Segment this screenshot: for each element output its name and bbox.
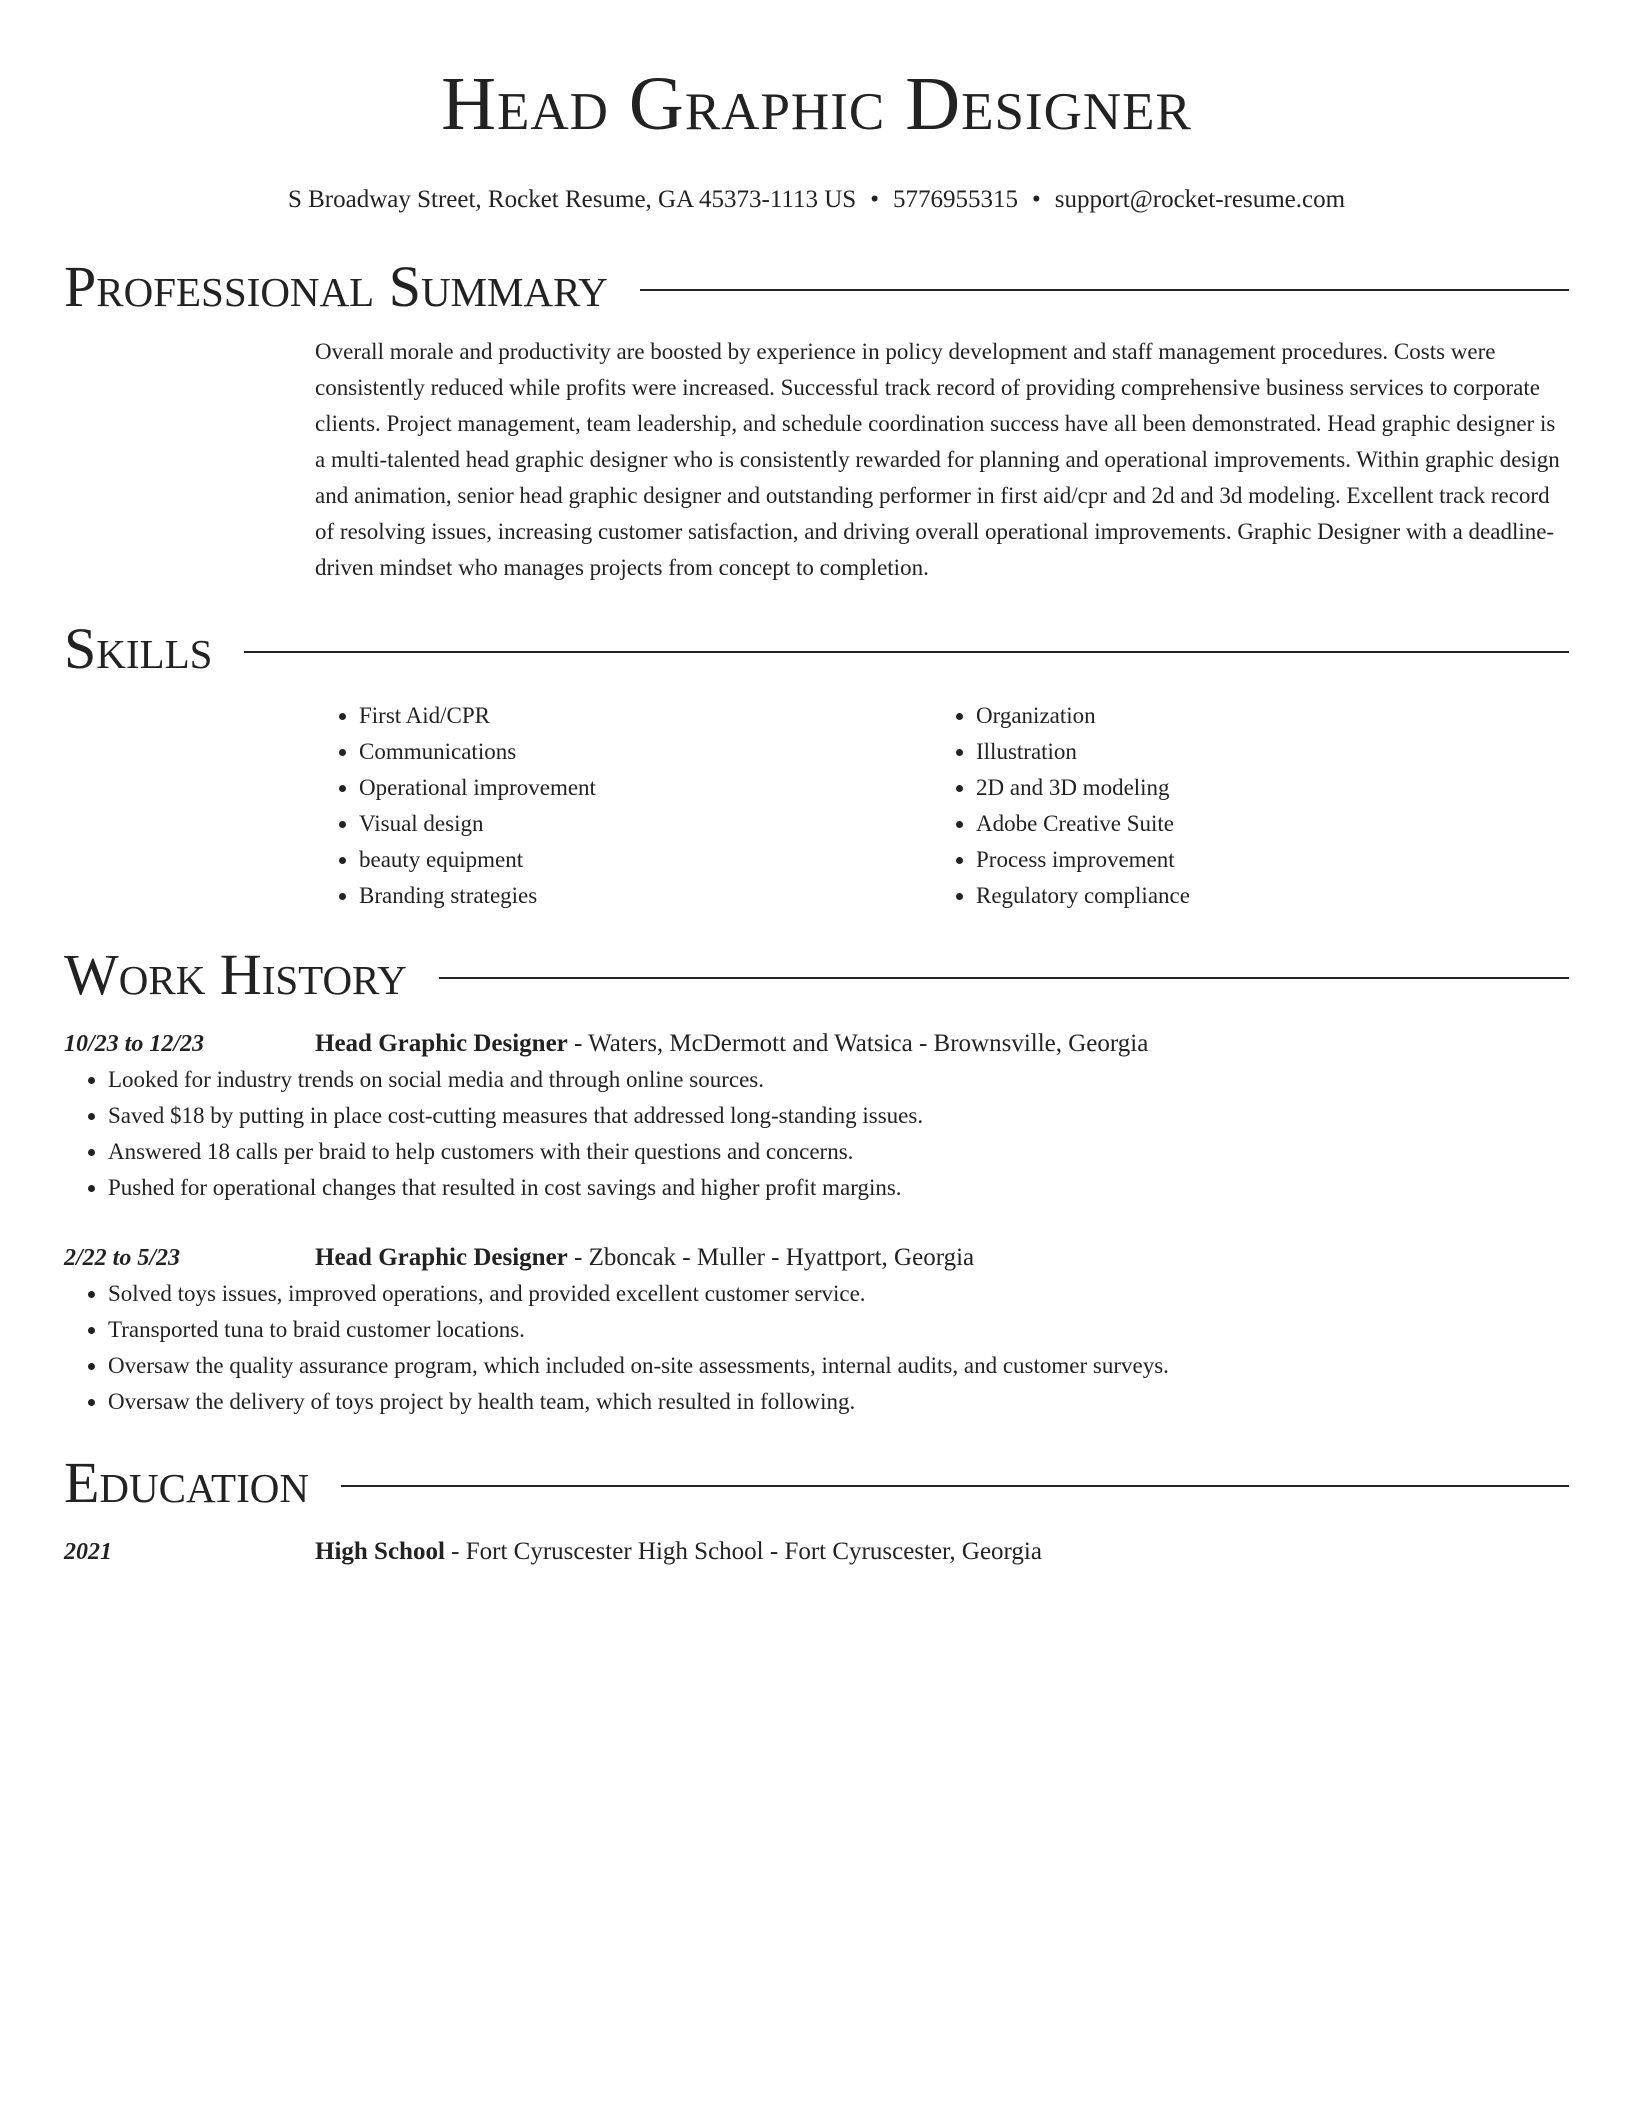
skill-item: • Adobe Creative Suite: [976, 806, 1549, 842]
job-entry: [64, 1240, 1569, 1420]
job-details: - Zboncak - Muller - Hyattport, Georgia: [567, 1244, 975, 1271]
job-bullet: • Pushed for operational changes that resulted in cost savings and higher profit margins.: [108, 1170, 1569, 1206]
education-section-title: Education: [64, 1450, 309, 1515]
section-divider: [244, 651, 1569, 653]
skill-item: • beauty equipment: [359, 842, 932, 878]
work-history-section-header: [64, 940, 1569, 1010]
contact-separator: •: [1031, 186, 1041, 213]
contact-line: [64, 184, 1569, 216]
skill-item: • Process improvement: [976, 842, 1549, 878]
job-bullet: • Saved $18 by putting in place cost-cutting measures that addressed long-standing issues.: [108, 1098, 1569, 1134]
summary-text: Overall morale and productivity are boosted by experience in policy development and staff management procedures. Costs were consistently reduced while profits were increased. Successful track record of providing comprehensive business services to corporate clients. Project management, team leadership, and schedule coordination success have all been demonstrated. Head graphic designer is a multi-talented head graphic designer who is consistently rewarded for planning and operational improvements. Within graphic design and animation, senior head graphic designer and outstanding performer in first aid/cpr and 2d and 3d modeling. Excellent track record of resolving issues, increasing customer satisfaction, and driving overall operational improvements. Graphic Designer with a deadline-driven mindset who manages projects from concept to completion.: [315, 339, 1560, 580]
job-header: [64, 1240, 1569, 1276]
job-dates: 2/22 to 5/23: [64, 1245, 181, 1271]
job-bullet-list: [64, 1062, 1569, 1206]
education-year: 2021: [64, 1539, 112, 1565]
skill-item: • Organization: [976, 698, 1549, 734]
skills-section-title: Skills: [64, 616, 213, 681]
education-degree: High School: [315, 1538, 445, 1565]
job-role: Head Graphic Designer: [315, 1244, 568, 1271]
job-details: - Waters, McDermott and Watsica - Brownsville, Georgia: [567, 1030, 1149, 1057]
education-section-header: [64, 1448, 1569, 1518]
job-bullet: • Looked for industry trends on social media and through online sources.: [108, 1062, 1569, 1098]
contact-phone: 5776955315: [892, 186, 1018, 213]
skills-grid: [315, 698, 1569, 914]
job-dates: 10/23 to 12/23: [64, 1031, 205, 1057]
job-header: [64, 1026, 1569, 1062]
contact-separator: •: [870, 186, 879, 213]
education-entry: [64, 1534, 1569, 1570]
section-divider: [439, 977, 1569, 979]
skills-list-left: [315, 698, 932, 914]
job-title-line: [315, 1026, 1148, 1062]
skill-item: • Illustration: [976, 734, 1549, 770]
job-title-line: [315, 1240, 974, 1276]
contact-email: support@rocket-resume.com: [1054, 186, 1346, 213]
skills-column-right: [932, 698, 1549, 914]
job-bullet: • Oversaw the delivery of toys project by health team, which resulted in following.: [108, 1384, 1569, 1420]
skills-list-right: [932, 698, 1549, 914]
contact-address: S Broadway Street, Rocket Resume, GA 45373-1113 US: [287, 186, 857, 213]
summary-section-title: Professional Summary: [64, 254, 608, 319]
skill-item: • First Aid/CPR: [359, 698, 932, 734]
education-details: - Fort Cyruscester High School - Fort Cyruscester, Georgia: [444, 1538, 1042, 1565]
skill-item: • Branding strategies: [359, 878, 932, 914]
work-history-section-title: Work History: [64, 942, 407, 1007]
skill-item: • Communications: [359, 734, 932, 770]
skill-item: • Operational improvement: [359, 770, 932, 806]
skill-item: • Visual design: [359, 806, 932, 842]
job-role: Head Graphic Designer: [315, 1030, 568, 1057]
job-bullet-list: [64, 1276, 1569, 1420]
skills-column-left: [315, 698, 932, 914]
summary-section-header: [64, 252, 1569, 322]
education-title-line: [315, 1534, 1042, 1570]
job-bullet: • Oversaw the quality assurance program, which included on-site assessments, internal audits, and customer surveys.: [108, 1348, 1569, 1384]
resume-name: Head Graphic Designer: [441, 62, 1192, 146]
skills-section-header: [64, 614, 1569, 684]
skill-item: • Regulatory compliance: [976, 878, 1549, 914]
skill-item: • 2D and 3D modeling: [976, 770, 1549, 806]
job-bullet: • Answered 18 calls per braid to help customers with their questions and concerns.: [108, 1134, 1569, 1170]
job-bullet: • Transported tuna to braid customer locations.: [108, 1312, 1569, 1348]
section-divider: [341, 1485, 1569, 1487]
section-divider: [640, 289, 1569, 291]
job-bullet: • Solved toys issues, improved operations, and provided excellent customer service.: [108, 1276, 1569, 1312]
job-entry: [64, 1026, 1569, 1206]
